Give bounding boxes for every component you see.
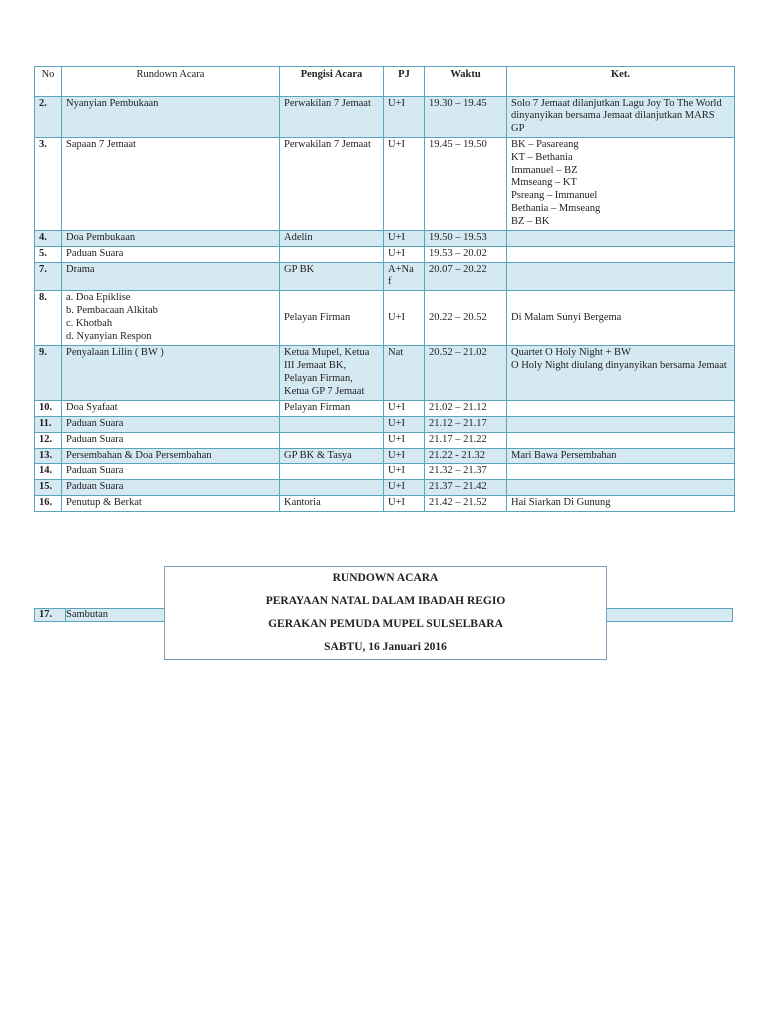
- title-line-3: GERAKAN PEMUDA MUPEL SULSELBARA: [268, 618, 503, 630]
- row-activity: [62, 230, 280, 246]
- row-pj: [384, 401, 425, 417]
- row-activity-line: Paduan Suara: [66, 465, 124, 477]
- table-row: [35, 495, 735, 511]
- row-time: 21.17 – 21.22: [425, 432, 507, 448]
- header-activity: Rundown Acara: [62, 67, 280, 97]
- row-activity-line: Nyanyian Pembukaan: [66, 97, 159, 109]
- row-performer: [280, 246, 384, 262]
- row-activity: [62, 464, 280, 480]
- row-notes: [507, 495, 735, 511]
- table-row: [35, 137, 735, 230]
- row-performer-line: Perwakilan 7 Jemaat: [284, 138, 371, 150]
- row-activity-line: a. Doa Epiklise: [66, 292, 131, 304]
- row-notes: [507, 346, 735, 401]
- row-notes-line: Solo 7 Jemaat dilanjutkan Lagu Joy To The World dinyanyikan bersama Jemaat dilanjutkan MARS GP: [511, 97, 722, 135]
- row-pj-line: U+I: [388, 465, 406, 477]
- row-number: 8.: [35, 291, 62, 346]
- table-row: [35, 346, 735, 401]
- table-body: [35, 96, 735, 511]
- table-row: [35, 480, 735, 496]
- row-activity: [62, 401, 280, 417]
- table-header-row: [35, 67, 735, 97]
- row-performer-line: Ketua Mupel, Ketua: [284, 347, 370, 359]
- row-notes: [507, 137, 735, 230]
- row-performer: [280, 464, 384, 480]
- row-notes: [507, 246, 735, 262]
- row-performer: [280, 346, 384, 401]
- row-pj-line: U+I: [388, 449, 406, 461]
- row-time: 21.12 – 21.17: [425, 416, 507, 432]
- row-pj: [384, 230, 425, 246]
- row-performer-line: Pelayan Firman: [284, 402, 351, 414]
- row-number: 17.: [35, 609, 66, 621]
- table-row: [35, 246, 735, 262]
- table-row: [35, 416, 735, 432]
- table-row: [35, 448, 735, 464]
- header-no: No .: [35, 67, 62, 97]
- table-row: [35, 401, 735, 417]
- row-number: 10.: [35, 401, 62, 417]
- row-activity: [62, 416, 280, 432]
- row-performer-line: Ketua GP 7 Jemaat: [284, 385, 365, 397]
- row-pj: [384, 346, 425, 401]
- row-notes: [507, 416, 735, 432]
- row-performer-line: III Jemaat BK,: [284, 359, 347, 371]
- row-activity: [62, 432, 280, 448]
- row-pj: [384, 262, 425, 291]
- row-activity-line: Paduan Suara: [66, 433, 124, 445]
- table-row: [35, 291, 735, 346]
- row-pj-line: U+I: [388, 97, 406, 109]
- row-pj-line: f: [388, 276, 392, 288]
- row-number: 14.: [35, 464, 62, 480]
- row-activity-line: Doa Syafaat: [66, 402, 118, 414]
- row-pj-line: U+I: [388, 138, 406, 150]
- row-performer: [280, 432, 384, 448]
- row-pj: [384, 246, 425, 262]
- row-time: 20.07 – 20.22: [425, 262, 507, 291]
- row-notes-line: O Holy Night diulang dinyanyikan bersama Jemaat: [511, 359, 727, 371]
- row-activity: [62, 137, 280, 230]
- row-activity: [62, 246, 280, 262]
- row-number: 15.: [35, 480, 62, 496]
- title-line-1: RUNDOWN ACARA: [332, 572, 439, 584]
- row-time: 21.42 – 21.52: [425, 495, 507, 511]
- header-performer: Pengisi Acara: [280, 67, 384, 97]
- row-activity: [62, 480, 280, 496]
- row-notes: [507, 448, 735, 464]
- row-activity-line: Penutup & Berkat: [66, 496, 142, 508]
- row-pj: [384, 432, 425, 448]
- row-activity-line: Paduan Suara: [66, 481, 124, 493]
- row-number: 11.: [35, 416, 62, 432]
- row-notes-line: Mari Bawa Persembahan: [511, 449, 617, 461]
- table-row: [35, 96, 735, 137]
- row-activity-line: Paduan Suara: [66, 417, 124, 429]
- row-notes-line: Bethania – Mmseang: [511, 202, 601, 214]
- row-pj: [384, 416, 425, 432]
- row-pj: [384, 96, 425, 137]
- row-number: 3.: [35, 137, 62, 230]
- table-row: [35, 230, 735, 246]
- row-performer: [280, 480, 384, 496]
- row-activity-line: d. Nyanyian Respon: [66, 330, 152, 342]
- row-notes-line: Di Malam Sunyi Bergema: [511, 311, 622, 323]
- row-activity: [62, 448, 280, 464]
- row-activity-line: Penyalaan Lilin ( BW ): [66, 347, 164, 359]
- row-time: 19.53 – 20.02: [425, 246, 507, 262]
- rundown-table: [34, 66, 735, 512]
- row-activity: [62, 291, 280, 346]
- row-pj-line: U+I: [388, 433, 406, 445]
- row-pj-line: A+Na: [388, 263, 414, 275]
- row-notes: [507, 291, 735, 346]
- row-performer: [280, 448, 384, 464]
- header-notes: Ket.: [507, 67, 735, 97]
- row-notes: [507, 432, 735, 448]
- row-pj: [384, 480, 425, 496]
- row-activity-line: Sapaan 7 Jemaat: [66, 138, 136, 150]
- row-activity-line: Doa Pembukaan: [66, 231, 136, 243]
- row-pj: [384, 495, 425, 511]
- row-performer: [280, 291, 384, 346]
- row-performer-line: Perwakilan 7 Jemaat: [284, 97, 371, 109]
- row-activity-line: Persembahan & Doa Persembahan: [66, 449, 212, 461]
- row-pj-line: U+I: [388, 231, 406, 243]
- title-box: [164, 566, 607, 660]
- row-notes-line: KT – Bethania: [511, 151, 573, 163]
- row-pj-line: U+I: [388, 417, 406, 429]
- row-pj-line: U+I: [388, 247, 406, 259]
- row-notes: [507, 480, 735, 496]
- row-number: 2.: [35, 96, 62, 137]
- row-performer-line: Adelin: [284, 231, 313, 243]
- row-performer-line: Kantoria: [284, 496, 321, 508]
- row-number: 16.: [35, 495, 62, 511]
- row-performer: [280, 230, 384, 246]
- row-notes: [507, 230, 735, 246]
- row-performer: [280, 262, 384, 291]
- row-performer-line: Pelayan Firman,: [284, 372, 353, 384]
- row-activity-line: Paduan Suara: [66, 247, 124, 259]
- row-performer: [280, 137, 384, 230]
- row-number: 7.: [35, 262, 62, 291]
- row-pj: [384, 448, 425, 464]
- row-performer: [280, 401, 384, 417]
- header-time: Waktu: [425, 67, 507, 97]
- row-activity: [62, 96, 280, 137]
- row-activity-line: b. Pembacaan Alkitab: [66, 304, 158, 316]
- row-notes: [507, 96, 735, 137]
- row-time: 19.45 – 19.50: [425, 137, 507, 230]
- row-pj-line: U+I: [388, 496, 406, 508]
- row-notes-line: BK – Pasareang: [511, 138, 579, 150]
- row-performer: [280, 416, 384, 432]
- title-line-2: PERAYAAN NATAL DALAM IBADAH REGIO: [265, 595, 506, 607]
- row-pj: [384, 291, 425, 346]
- row-activity-line: Drama: [66, 263, 95, 275]
- row-notes-line: Psreang – Immanuel: [511, 190, 598, 202]
- row-number: 4.: [35, 230, 62, 246]
- row-time: 21.22 - 21.32: [425, 448, 507, 464]
- row-time: 20.52 – 21.02: [425, 346, 507, 401]
- row-activity-line: c. Khotbah: [66, 317, 113, 329]
- row-pj: [384, 137, 425, 230]
- row-pj-line: Nat: [388, 347, 404, 359]
- row-number: 12.: [35, 432, 62, 448]
- row-pj: [384, 464, 425, 480]
- table-row: [35, 464, 735, 480]
- row-performer-line: Pelayan Firman: [284, 311, 351, 323]
- row-time: 21.02 – 21.12: [425, 401, 507, 417]
- row-number: 13.: [35, 448, 62, 464]
- header-pj: PJ: [384, 67, 425, 97]
- row-time: 20.22 – 20.52: [425, 291, 507, 346]
- row-time: 19.50 – 19.53: [425, 230, 507, 246]
- row-activity: [62, 262, 280, 291]
- row-number: 5.: [35, 246, 62, 262]
- row-pj-line: U+I: [388, 481, 406, 493]
- row-notes: [507, 464, 735, 480]
- row-time: 21.37 – 21.42: [425, 480, 507, 496]
- row-activity: [62, 346, 280, 401]
- row-notes-line: Immanuel – BZ: [511, 164, 578, 176]
- row-time: 21.32 – 21.37: [425, 464, 507, 480]
- table-row: [35, 432, 735, 448]
- row-notes: [507, 262, 735, 291]
- row-performer-line: GP BK & Tasya: [284, 449, 352, 461]
- table-row: [35, 262, 735, 291]
- row-time: 19.30 – 19.45: [425, 96, 507, 137]
- row-activity: [62, 495, 280, 511]
- row-number: 9.: [35, 346, 62, 401]
- row-activity: Sambutan: [66, 609, 108, 620]
- row-performer: [280, 96, 384, 137]
- row-notes-line: Mmseang – KT: [511, 177, 577, 189]
- row-performer-line: GP BK: [284, 263, 315, 275]
- row-performer: [280, 495, 384, 511]
- row-notes-line: BZ – BK: [511, 215, 550, 227]
- row-pj-line: U+I: [388, 311, 406, 323]
- row-notes: [507, 401, 735, 417]
- row-notes-line: Hai Siarkan Di Gunung: [511, 496, 611, 508]
- row-pj-line: U+I: [388, 402, 406, 414]
- row-notes-line: Quartet O Holy Night + BW: [511, 347, 631, 359]
- title-line-4: SABTU, 16 Januari 2016: [324, 641, 447, 653]
